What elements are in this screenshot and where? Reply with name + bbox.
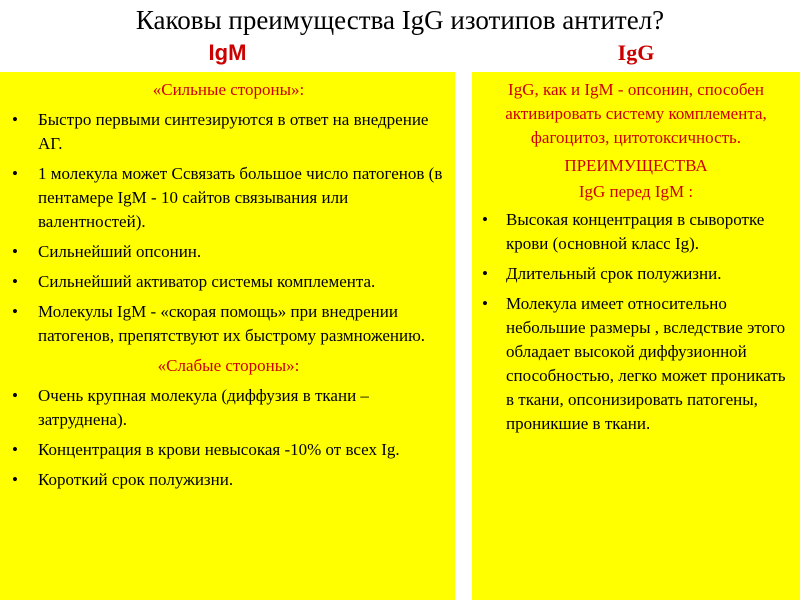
slide-title: Каковы преимущества IgG изотипов антител? xyxy=(135,5,665,35)
bullet-icon: • xyxy=(12,302,18,321)
list-item-text: Концентрация в крови невысокая -10% от всех Ig. xyxy=(38,440,400,459)
weaknesses-list xyxy=(10,384,447,492)
bullet-icon: • xyxy=(482,264,488,283)
igg-intro: IgG, как и IgM - опсонин, способен активировать систему комплемента, фагоцитоз, цитотоксичность. xyxy=(505,80,767,147)
list-item-text: Очень крупная молекула (диффузия в ткани –затруднена). xyxy=(38,386,369,429)
list-item xyxy=(480,262,792,286)
list-item xyxy=(480,292,792,436)
advantages-list xyxy=(480,208,792,436)
list-item-text: Длительный срок полужизни. xyxy=(506,264,722,283)
igm-panel xyxy=(0,72,455,600)
strengths-heading: «Сильные стороны»: xyxy=(152,80,305,99)
list-item xyxy=(10,270,447,294)
list-item xyxy=(10,438,447,462)
bullet-icon: • xyxy=(12,242,18,261)
list-item-text: Молекулы IgM - «скорая помощь» при внедрении патогенов, препятствуют их быстрому размножению. xyxy=(38,302,426,345)
list-item xyxy=(10,240,447,264)
bullet-icon: • xyxy=(12,386,18,405)
advantages-subheading: IgG перед IgM : xyxy=(578,182,694,201)
advantages-heading: ПРЕИМУЩЕСТВА xyxy=(564,156,708,175)
bullet-icon: • xyxy=(482,210,488,229)
list-item xyxy=(480,208,792,256)
list-item-text: Сильнейший опсонин. xyxy=(38,242,202,261)
list-item xyxy=(10,108,447,156)
list-item-text: Высокая концентрация в сыворотке крови (основной класс Ig). xyxy=(506,210,765,253)
bullet-icon: • xyxy=(12,272,18,291)
igm-column-header: IgM xyxy=(208,40,247,65)
list-item xyxy=(10,468,447,492)
bullet-icon: • xyxy=(12,470,18,489)
bullet-icon: • xyxy=(12,110,18,129)
weaknesses-heading: «Слабые стороны»: xyxy=(157,356,300,375)
list-item-text: Сильнейший активатор системы комплемента. xyxy=(38,272,376,291)
igg-panel xyxy=(472,72,800,600)
list-item-text: Молекула имеет относительно небольшие размеры , вследствие этого обладает высокой диффузионной способностью, легко может проникать в ткани, опсонизировать патогены, проникшие в ткани. xyxy=(506,294,786,433)
bullet-icon: • xyxy=(482,294,488,313)
igg-column-header: IgG xyxy=(617,40,655,65)
list-item xyxy=(10,300,447,348)
list-item xyxy=(10,162,447,234)
bullet-icon: • xyxy=(12,440,18,459)
list-item-text: Короткий срок полужизни. xyxy=(38,470,234,489)
list-item xyxy=(10,384,447,432)
list-item-text: Быстро первыми синтезируются в ответ на внедрение АГ. xyxy=(38,110,429,153)
bullet-icon: • xyxy=(12,164,18,183)
list-item-text: 1 молекула может Ссвязать большое число патогенов (в пентамере IgM - 10 сайтов связывания или валентностей). xyxy=(38,164,443,231)
strengths-list xyxy=(10,108,447,348)
